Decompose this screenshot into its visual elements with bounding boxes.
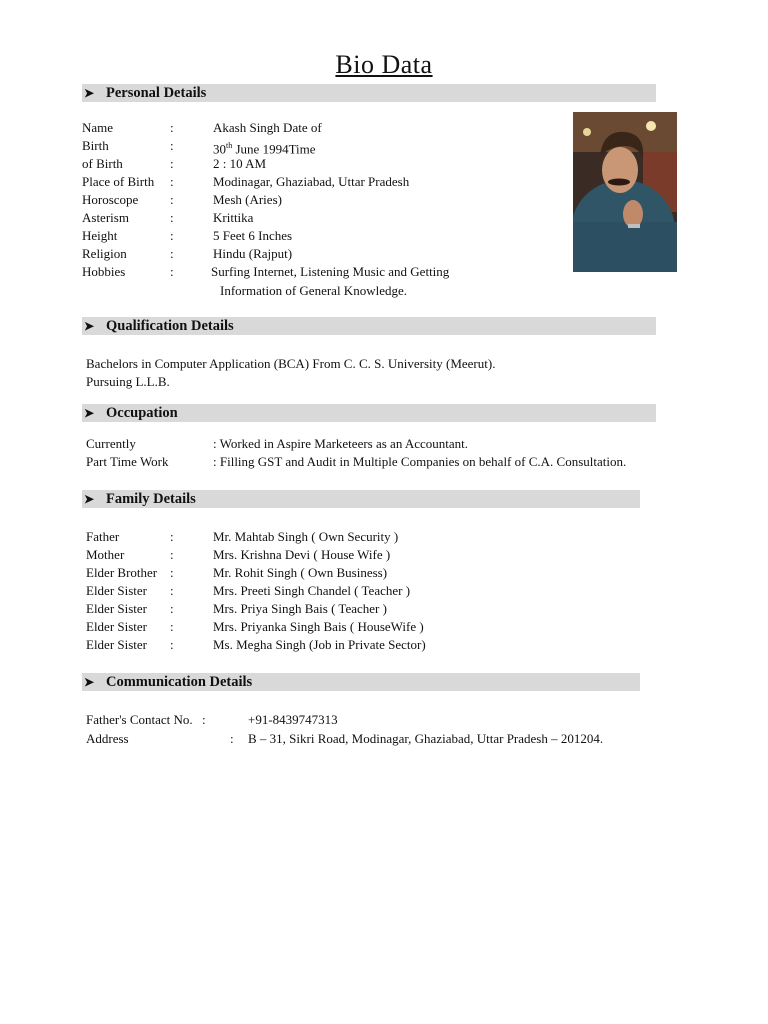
- field-value: Akash Singh Date of: [213, 120, 322, 135]
- qualification-line: Pursuing L.L.B.: [86, 374, 170, 389]
- field-value: Hindu (Rajput): [213, 246, 293, 261]
- field-label: Elder Brother: [86, 565, 158, 580]
- field-colon: :: [170, 138, 174, 153]
- date-day: 30: [213, 141, 226, 157]
- section-header-family: [82, 490, 640, 508]
- section-title: Personal Details: [106, 85, 207, 101]
- section-title: Occupation: [106, 405, 178, 421]
- field-colon: :: [170, 529, 174, 544]
- section-title: Family Details: [106, 491, 196, 507]
- field-value: : Worked in Aspire Marketeers as an Accountant.: [213, 436, 469, 451]
- field-value: 2 : 10 AM: [213, 156, 267, 171]
- field-value: +91-8439747313: [248, 712, 338, 727]
- field-label: of Birth: [82, 156, 123, 171]
- field-value: Mrs. Priya Singh Bais ( Teacher ): [213, 601, 387, 616]
- ordinal-suffix: th: [226, 141, 233, 150]
- profile-photo-illustration: [573, 112, 677, 272]
- field-label: Mother: [86, 547, 125, 562]
- section-header-qualification: [82, 317, 656, 335]
- field-colon: :: [170, 228, 174, 243]
- field-label: Height: [82, 228, 118, 243]
- field-label: Religion: [82, 246, 127, 261]
- section-header-occupation: [82, 404, 656, 422]
- field-label: Asterism: [82, 210, 129, 225]
- date-rest: June 1994Time: [232, 141, 316, 157]
- field-label: Birth: [82, 138, 109, 153]
- field-value: B – 31, Sikri Road, Modinagar, Ghaziabad, Uttar Pradesh – 201204.: [248, 731, 604, 746]
- page-title: Bio Data: [335, 50, 433, 79]
- field-label: Father: [86, 529, 120, 544]
- field-value: Mr. Rohit Singh ( Own Business): [213, 565, 388, 580]
- field-colon: :: [202, 712, 206, 727]
- field-label: Currently: [86, 436, 136, 451]
- arrowhead-bullet-icon: ➤: [84, 406, 95, 420]
- arrowhead-bullet-icon: ➤: [84, 492, 95, 506]
- field-colon: :: [170, 583, 174, 598]
- section-header-communication: [82, 673, 640, 691]
- field-colon: :: [170, 246, 174, 261]
- field-label: Part Time Work: [86, 454, 169, 469]
- field-label: Name: [82, 120, 114, 135]
- field-value: Modinagar, Ghaziabad, Uttar Pradesh: [213, 174, 410, 189]
- field-label: Address: [86, 731, 129, 746]
- arrowhead-bullet-icon: ➤: [84, 675, 95, 689]
- field-value: Mrs. Krishna Devi ( House Wife ): [213, 547, 391, 562]
- field-value: Mrs. Priyanka Singh Bais ( HouseWife ): [213, 619, 424, 634]
- field-value: : Filling GST and Audit in Multiple Companies on behalf of C.A. Consultation.: [213, 454, 627, 469]
- field-label: Father's Contact No.: [86, 712, 193, 727]
- section-title: Communication Details: [106, 674, 253, 690]
- field-colon: :: [170, 637, 174, 652]
- field-value: Krittika: [213, 210, 254, 225]
- field-colon: :: [170, 156, 174, 171]
- qualification-line: Bachelors in Computer Application (BCA) From C. C. S. University (Meerut).: [86, 356, 496, 371]
- field-label: Horoscope: [82, 192, 139, 207]
- section-header-personal: [82, 84, 656, 102]
- field-label: Elder Sister: [86, 637, 148, 652]
- field-label: Place of Birth: [82, 174, 155, 189]
- field-colon: :: [170, 264, 174, 279]
- field-colon: :: [170, 210, 174, 225]
- field-value: Surfing Internet, Listening Music and Getting: [211, 264, 450, 279]
- field-value: Mr. Mahtab Singh ( Own Security ): [213, 529, 399, 544]
- field-colon: :: [170, 120, 174, 135]
- field-value: Mrs. Preeti Singh Chandel ( Teacher ): [213, 583, 411, 598]
- field-colon: :: [170, 601, 174, 616]
- field-label: Elder Sister: [86, 601, 148, 616]
- section-title: Qualification Details: [106, 318, 234, 334]
- field-colon: :: [170, 547, 174, 562]
- field-label: Elder Sister: [86, 583, 148, 598]
- field-value: Ms. Megha Singh (Job in Private Sector): [213, 637, 426, 652]
- field-label: Hobbies: [82, 264, 126, 279]
- field-colon: :: [170, 619, 174, 634]
- field-colon: :: [170, 174, 174, 189]
- field-label: Elder Sister: [86, 619, 148, 634]
- field-colon: :: [170, 565, 174, 580]
- arrowhead-bullet-icon: ➤: [84, 319, 95, 333]
- field-value: 5 Feet 6 Inches: [213, 228, 293, 243]
- profile-photo: [573, 112, 677, 272]
- field-value-continuation: Information of General Knowledge.: [220, 283, 407, 298]
- field-colon: :: [230, 731, 234, 746]
- field-colon: :: [170, 192, 174, 207]
- field-value: Mesh (Aries): [213, 192, 282, 207]
- arrowhead-bullet-icon: ➤: [84, 86, 95, 100]
